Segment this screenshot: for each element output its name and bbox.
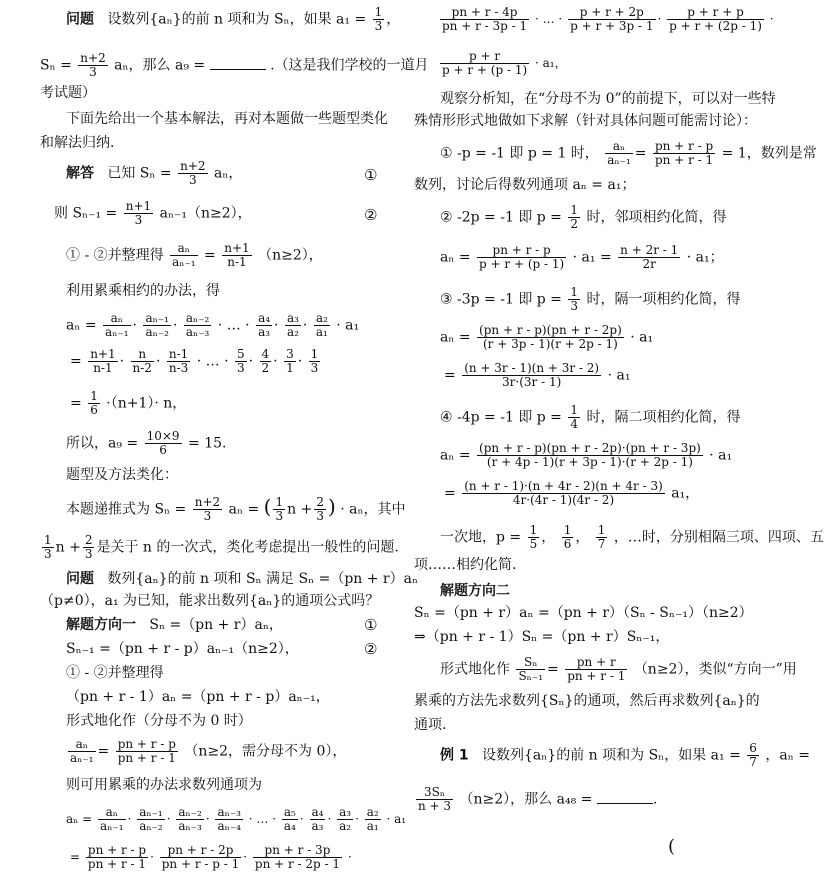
- continued-product-line: $\frac{pn + r - 4p}{pn + r - 3p - 1}$ · … · $\frac{p + r + 2p}{p + r + 3p - 1}$ · $\frac{p + r + p}{p + r + (2p - 1)}$ ·: [442, 5, 774, 33]
- direction-1-diff: ① - ②并整理得: [66, 665, 164, 681]
- intro-text-2: 和解法归纳.: [40, 135, 115, 151]
- diff-line: ① - ②并整理得 $\frac{\text{aₙ}}{\text{aₙ₋₁}}$ = $\frac{n+1}{n-1}$ （n≥2），: [66, 241, 323, 269]
- classify-heading: 题型及方法类化：: [66, 467, 178, 483]
- fraction: $\frac{n+2}{3}$: [180, 159, 206, 187]
- answer-blank: [210, 59, 266, 70]
- case-4-equation: aₙ = $\frac{(pn + r - p)(pn + r - 2p)\cdot(pn + r - 3p)}{(r + 4p - 1)(r + 3p - 1)\cdot(r + 2p - 1)}$ · a₁: [440, 441, 733, 469]
- direction-1-ratio: $\frac{\text{aₙ}}{\text{aₙ₋₁}}$ = $\frac{pn + r - p}{pn + r - 1}$ （n≥2，需分母不为 0），: [70, 737, 347, 765]
- fraction: $\frac{n+2}{3}$: [80, 51, 106, 79]
- case-3-line: ③ -3p = -1 即 p = $\frac{1}{3}$ 时，隔一项相约化简，得: [440, 285, 741, 313]
- general-case-line-2: 项……相约化简.: [414, 557, 517, 573]
- case-4-equation-2: = $\frac{(n + r - 1)\cdot(n + 4r - 2)(n + 4r - 3)}{4r\cdot(4r - 1)(4r - 2)}$ a₁，: [444, 479, 700, 507]
- problem-line-1: 问题 设数列{aₙ}的前 n 项和为 Sₙ，如果 a₁ = $\frac{1}{3}$ ，: [66, 5, 401, 33]
- fraction: $\frac{n+1}{3}$: [125, 199, 152, 227]
- problem-line-2: Sₙ = $\frac{n+2}{3}$ aₙ，那么 a₉ = .（这是我们学校的一道月: [40, 51, 429, 79]
- general-case-line: 一次地，p = $\frac{1}{5}$ ， $\frac{1}{6}$ ， $\frac{1}{7}$ ，…时，分别相隔三项、四项、五: [440, 523, 824, 551]
- product-line-1: aₙ = $\frac{\text{aₙ}}{\text{aₙ₋₁}}$ · $\frac{\text{aₙ₋₁}}{\text{aₙ₋₂}}$ · $\frac{\text{aₙ₋₂}}{\text{aₙ₋₃}}$ · … · $\frac{\text{a₄}}{\text{a₃}}$ · $\frac{\text{a₃}}{\text{a₂}}$ · $\frac{\text{a₂}}{\text{a₁}}$ · a₁: [66, 311, 360, 339]
- case-1-line: ① -p = -1 即 p = 1 时， $\frac{\text{aₙ}}{\text{aₙ₋₁}}$ = $\frac{pn + r - p}{pn + r - 1}$ = 1，数列是常: [440, 139, 817, 167]
- fraction: $\frac{n+1}{n-1}$: [224, 241, 250, 269]
- direction-2-line-1: Sₙ =（pn + r）aₙ =（pn + r）（Sₙ - Sₙ₋₁）（n≥2）: [414, 605, 753, 621]
- direction-1-result: （pn + r - 1）aₙ =（pn + r - p）aₙ₋₁，: [66, 689, 330, 705]
- equation-number-1: ①: [364, 166, 378, 184]
- page-mark: (: [668, 836, 676, 857]
- continued-product-line-2: $\frac{p + r}{p + r + (p - 1)}$ · a₁，: [442, 49, 567, 77]
- recurrence-line: 本题递推式为 Sₙ = $\frac{n+2}{3}$ aₙ = ( $\frac{1}{3}$ n + $\frac{2}{3}$ ) · aₙ，其中: [66, 494, 406, 523]
- direction-2-heading: 解题方向二: [440, 583, 510, 599]
- example-1-line-1: 例 1 设数列{aₙ}的前 n 项和为 Sₙ，如果 a₁ = $\frac{6}{7}$ ，aₙ =: [440, 741, 810, 769]
- general-product-line-2: = $\frac{pn + r - p}{pn + r - 1}$ · $\frac{pn + r - 2p}{pn + r - p - 1}$ · $\frac{pn + r - 3p}{pn + r - 2p - 1}$ ·: [70, 843, 352, 871]
- example-1-line-2: $\frac{\text{3Sₙ}}{n + 3}$ （n≥2），那么 a₄₈ = .: [418, 785, 658, 813]
- case-2-line: ② -2p = -1 即 p = $\frac{1}{2}$ 时，邻项相约化简，得: [440, 203, 727, 231]
- so-line: 所以，a₉ = $\frac{10\times 9}{6}$ = 15.: [66, 429, 227, 457]
- linear-line: $\frac{1}{3}$ n + $\frac{2}{3}$ 是关于 n 的一次式，类化考虑提出一般性的问题.: [44, 533, 399, 561]
- direction-1-eq2: Sₙ₋₁ =（pn + r - p）aₙ₋₁（n≥2），: [66, 641, 299, 657]
- question-2-line-1: 问题 数列{aₙ}的前 n 项和 Sₙ 满足 Sₙ =（pn + r）aₙ: [66, 571, 419, 587]
- case-4-line: ④ -4p = -1 即 p = $\frac{1}{4}$ 时，隔二项相约化简，得: [440, 403, 741, 431]
- then-line: 则 Sₙ₋₁ = $\frac{n+1}{3}$ aₙ₋₁（n≥2），: [54, 199, 252, 227]
- equation-number-2b: ②: [364, 640, 378, 658]
- answer-blank: [597, 793, 653, 804]
- case-1-line-2: 数列，讨论后得数列通项 aₙ = a₁；: [414, 177, 636, 193]
- general-product-line: aₙ = $\frac{\text{aₙ}}{\text{aₙ₋₁}}$ · $\frac{\text{aₙ₋₁}}{\text{aₙ₋₂}}$ · $\frac{\text{aₙ₋₂}}{\text{aₙ₋₃}}$ · $\frac{\text{aₙ₋₃}}{\text{aₙ₋₄}}$ · … · $\frac{\text{a₅}}{\text{a₄}}$ · $\frac{\text{a₄}}{\text{a₃}}$ · $\frac{\text{a₃}}{\text{a₂}}$ · $\frac{\text{a₂}}{\text{a₁}}$ · a₁: [66, 805, 407, 833]
- product-line-3: = $\frac{1}{6}$ ·（n+1）· n，: [70, 389, 187, 417]
- case-3-equation: aₙ = $\frac{(pn + r - p)(pn + r - 2p)}{(r + 3p - 1)(r + 2p - 1)}$ · a₁: [440, 323, 654, 351]
- observation-line-2: 殊情形形式地做如下求解（针对具体问题可能需讨论）：: [414, 113, 757, 129]
- direction-2-line-2: ⇒（pn + r - 1）Sₙ =（pn + r）Sₙ₋₁，: [414, 629, 670, 645]
- intro-text: 下面先给出一个基本解法，再对本题做一些题型类化: [66, 111, 388, 127]
- direction-1-line: 解题方向一 Sₙ =（pn + r）aₙ，: [66, 617, 283, 633]
- case-2-equation: aₙ = $\frac{pn + r - p}{p + r + (p - 1)}$ · a₁ = $\frac{n + 2r - 1}{2r}$ · a₁；: [440, 243, 724, 271]
- direction-1-form: 形式地化作（分母不为 0 时）: [66, 713, 252, 729]
- problem-heading: 问题: [66, 11, 94, 28]
- problem-text: 设数列{aₙ}的前 n 项和为 Sₙ，如果 a₁ =: [107, 11, 367, 28]
- case-3-equation-2: = $\frac{(n + 3r - 1)(n + 3r - 2)}{3r\cdot(3r - 1)}$ · a₁: [444, 361, 631, 389]
- problem-line-3: 考试题）: [40, 85, 96, 101]
- fraction: $\frac{1}{3}$: [374, 5, 383, 33]
- product-line-2: = $\frac{n+1}{n-1}$ · $\frac{n}{n-2}$ · $\frac{n-1}{n-3}$ · … · $\frac{5}{3}$ · $\frac{4}{2}$ · $\frac{3}{1}$ · $\frac{1}{3}$: [70, 347, 319, 375]
- answer-heading: 解答: [66, 165, 94, 182]
- direction-2-line-4: 累乘的方法先求数列{Sₙ}的通项，然后再求数列{aₙ}的: [414, 693, 760, 709]
- direction-1-then: 则可用累乘的办法求数列通项为: [66, 777, 262, 793]
- equation-number-2: ②: [364, 206, 378, 224]
- direction-2-line-3: 形式地化作 $\frac{\text{Sₙ}}{\text{Sₙ₋₁}}$ = $\frac{pn + r}{pn + r - 1}$ （n≥2），类似“方向一”用: [440, 655, 797, 683]
- use-mult-text: 利用累乘相约的办法，得: [66, 283, 220, 299]
- answer-line: 解答 已知 Sₙ = $\frac{n+2}{3}$ aₙ，: [66, 159, 243, 187]
- fraction: $\frac{\text{aₙ}}{\text{aₙ₋₁}}$: [172, 241, 196, 269]
- equation-number-1b: ①: [364, 616, 378, 634]
- question-2-line-2: （p≠0），a₁ 为已知，能求出数列{aₙ}的通项公式吗？: [40, 593, 380, 609]
- observation-line-1: 观察分析知，在“分母不为 0”的前提下，可以对一些特: [440, 91, 776, 107]
- direction-2-line-5: 通项.: [414, 717, 447, 733]
